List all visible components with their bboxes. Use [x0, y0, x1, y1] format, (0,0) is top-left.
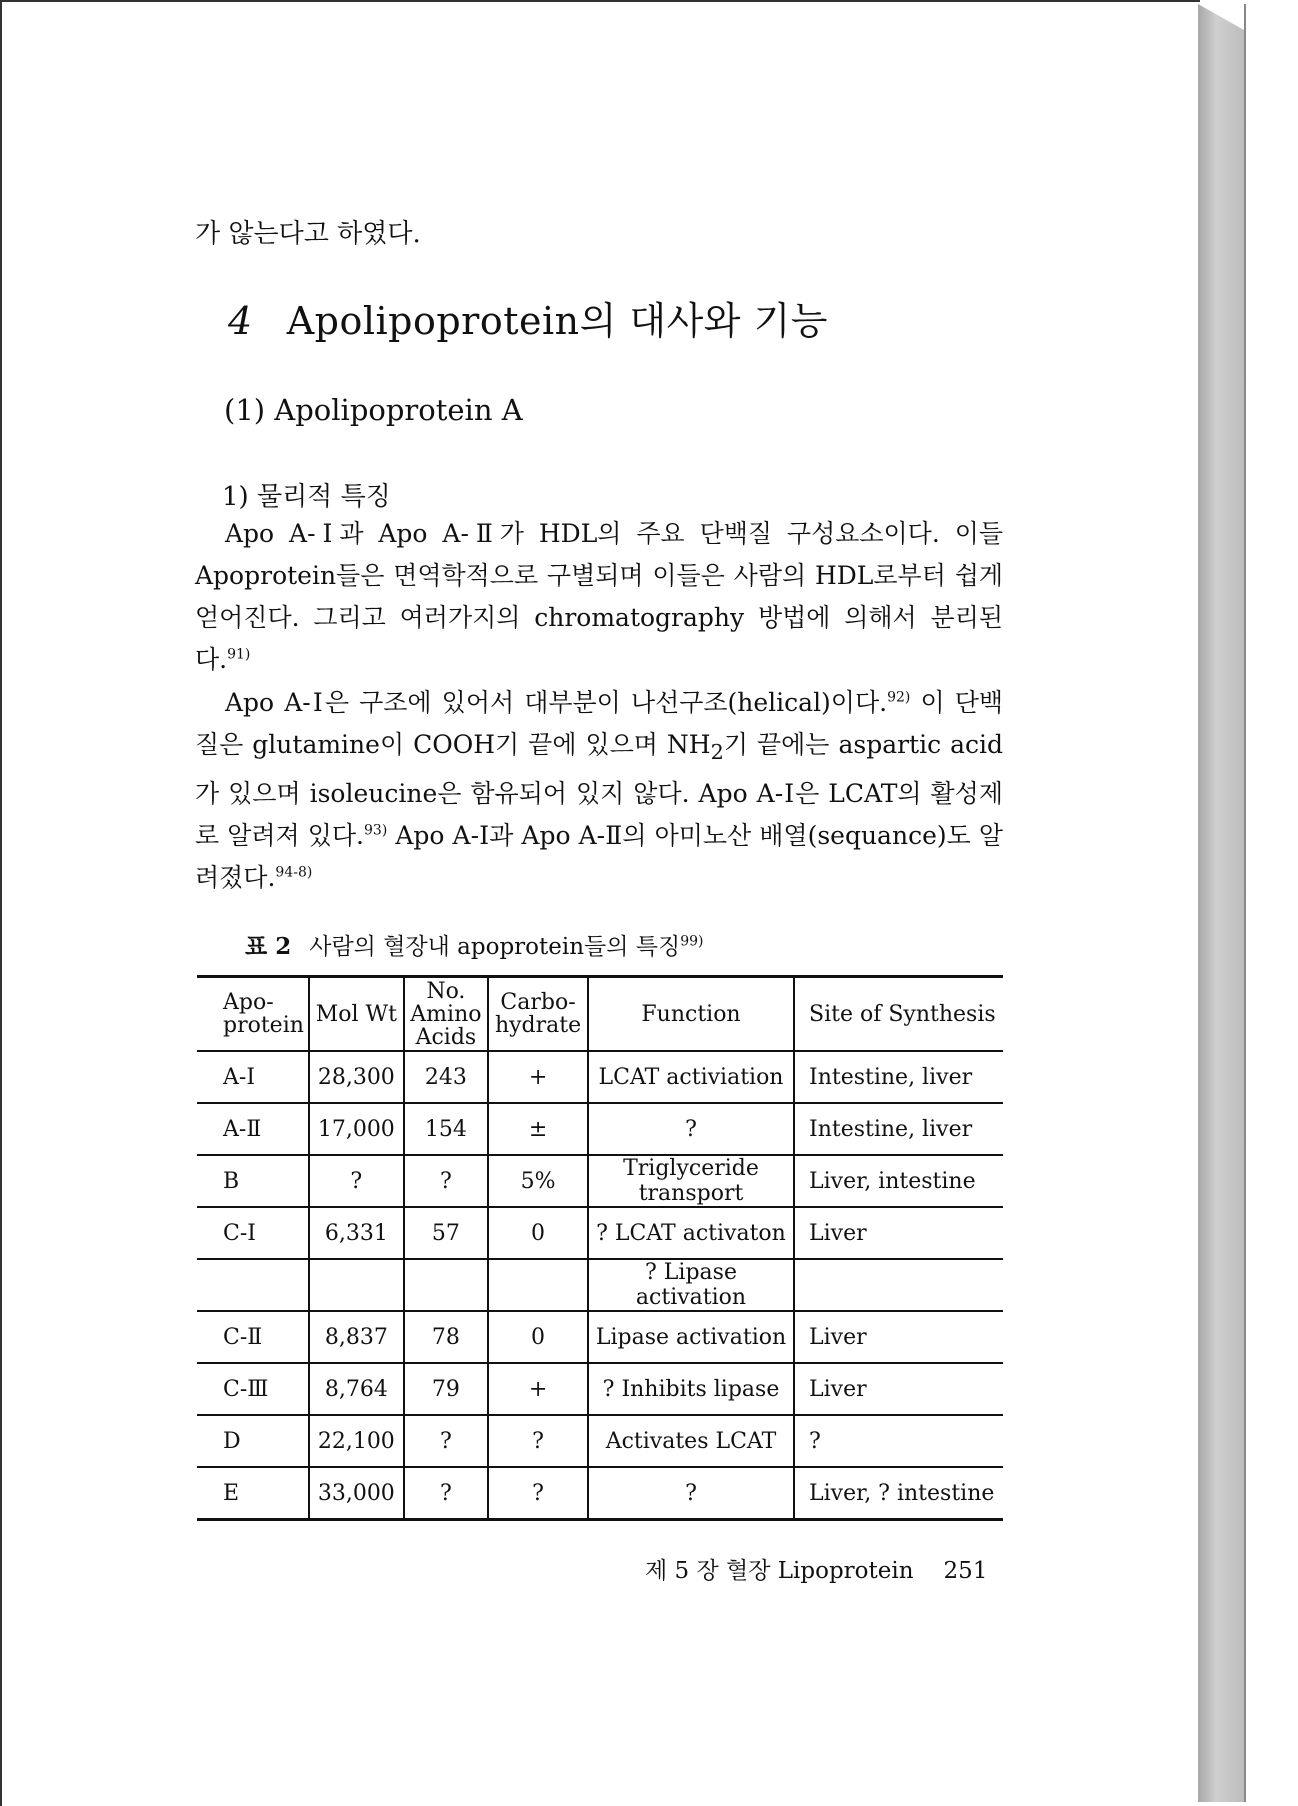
table-row	[197, 1311, 1003, 1363]
apoprotein-table	[197, 975, 1003, 1521]
table-cell-func: Activates LCAT	[588, 1415, 794, 1467]
table-cell-carbo	[488, 1259, 588, 1311]
page-footer	[645, 1552, 987, 1585]
paragraph-2-part-b2: 기 끝에는 aspartic acid가 있으며 isoleucine은 함유되어 있지 않다. Apo A-Ⅰ은 LCAT의 활성제로 알려져 있다.	[195, 730, 1003, 850]
table-cell-aa	[404, 1259, 488, 1311]
header-carbohydrate: Carbo- hydrate	[488, 977, 588, 1052]
table-cell-mw: 22,100	[309, 1415, 404, 1467]
table-cell-mw	[309, 1259, 404, 1311]
subsubsection-heading: 1) 물리적 특징	[222, 482, 391, 512]
paragraph-2-part-b1: 이 단백질은 glutamine이 COOH기 끝에 있으며 NH	[195, 688, 1003, 759]
table-cell-aa: 79	[404, 1363, 488, 1415]
table-cell-apo: A-Ⅰ	[197, 1051, 309, 1103]
table-cell-carbo: ±	[488, 1103, 588, 1155]
table-cell-aa: 243	[404, 1051, 488, 1103]
chapter-running-title: 제 5 장 혈장 Lipoprotein	[645, 1558, 914, 1584]
table-row	[197, 1051, 1003, 1103]
table-cell-mw: 8,764	[309, 1363, 404, 1415]
paragraph-1-text: Apo A-Ⅰ과 Apo A-Ⅱ가 HDL의 주요 단백질 구성요소이다. 이들 Apoprotein들은 면역학적으로 구별되며 이들은 사람의 HDL로부터 쉽게 얻어진다. 그리고 여러가지의 chromatography 방법에 의해서 분리된다.	[195, 519, 1003, 674]
table-header-row	[197, 977, 1003, 1052]
paragraph-1	[195, 513, 1003, 681]
table-cell-aa: ?	[404, 1415, 488, 1467]
table-row	[197, 1467, 1003, 1520]
table-cell-carbo: +	[488, 1051, 588, 1103]
reference-marker: 91)	[227, 646, 251, 663]
table-cell-site: Intestine, liver	[794, 1051, 1003, 1103]
table-cell-mw: 6,331	[309, 1207, 404, 1259]
table-cell-site: Intestine, liver	[794, 1103, 1003, 1155]
table-row	[197, 1155, 1003, 1207]
table-cell-apo: C-Ⅰ	[197, 1207, 309, 1259]
table-cell-apo: C-Ⅱ	[197, 1311, 309, 1363]
table-cell-aa: ?	[404, 1467, 488, 1520]
subscript-2: 2	[710, 740, 724, 764]
table-cell-mw: 28,300	[309, 1051, 404, 1103]
table-cell-apo: E	[197, 1467, 309, 1520]
paragraph-2-part-c: Apo A-Ⅰ과 Apo A-Ⅱ의 아미노산 배열(sequance)도 알려졌다.	[195, 821, 1003, 892]
table-cell-mw: ?	[309, 1155, 404, 1207]
reference-marker: 92)	[887, 689, 911, 706]
table-cell-carbo: ?	[488, 1415, 588, 1467]
table-cell-carbo: +	[488, 1363, 588, 1415]
table-row	[197, 1207, 1003, 1259]
table-cell-mw: 8,837	[309, 1311, 404, 1363]
table-caption	[245, 928, 704, 961]
header-amino-acids: No. Amino Acids	[404, 977, 488, 1052]
table-cell-func: ?	[588, 1467, 794, 1520]
section-number: 4	[228, 299, 253, 343]
header-function: Function	[588, 977, 794, 1052]
header-apoprotein: Apo- protein	[197, 977, 309, 1052]
table-row	[197, 1363, 1003, 1415]
table-cell-aa: 78	[404, 1311, 488, 1363]
table-row	[197, 1103, 1003, 1155]
continuation-text: 가 않는다고 하였다.	[195, 219, 421, 249]
table-cell-apo: B	[197, 1155, 309, 1207]
paragraph-2-part-a: Apo A-Ⅰ은 구조에 있어서 대부분이 나선구조(helical)이다.	[225, 688, 888, 717]
table-cell-aa: ?	[404, 1155, 488, 1207]
table-number: 표 2	[245, 933, 292, 960]
table-body	[197, 1051, 1003, 1520]
page-number: 251	[943, 1558, 988, 1584]
page-edge-shadow	[1198, 4, 1244, 1802]
table-cell-site: Liver	[794, 1363, 1003, 1415]
table-cell-func: LCAT activiation	[588, 1051, 794, 1103]
table-cell-func: ? LCAT activaton	[588, 1207, 794, 1259]
table-cell-apo: A-Ⅱ	[197, 1103, 309, 1155]
table-cell-apo: C-Ⅲ	[197, 1363, 309, 1415]
table-cell-mw: 17,000	[309, 1103, 404, 1155]
section-title: Apolipoprotein의 대사와 기능	[286, 299, 829, 343]
table-cell-carbo: 5%	[488, 1155, 588, 1207]
paragraph-2	[195, 682, 1003, 899]
table-cell-apo: D	[197, 1415, 309, 1467]
table-cell-carbo: ?	[488, 1467, 588, 1520]
table-cell-aa: 57	[404, 1207, 488, 1259]
table-cell-carbo: 0	[488, 1311, 588, 1363]
table-cell-site: Liver, intestine	[794, 1155, 1003, 1207]
table-cell-mw: 33,000	[309, 1467, 404, 1520]
reference-marker: 99)	[680, 933, 704, 950]
table-cell-func: ? Lipase activation	[588, 1259, 794, 1311]
table-row	[197, 1259, 1003, 1311]
header-mol-wt: Mol Wt	[309, 977, 404, 1052]
table-cell-site: Liver	[794, 1207, 1003, 1259]
table-cell-site: Liver	[794, 1311, 1003, 1363]
table-cell-carbo: 0	[488, 1207, 588, 1259]
table-row	[197, 1415, 1003, 1467]
table-cell-func: Lipase activation	[588, 1311, 794, 1363]
table-cell-site: ?	[794, 1415, 1003, 1467]
table-cell-site: Liver, ? intestine	[794, 1467, 1003, 1520]
header-site: Site of Synthesis	[794, 977, 1003, 1052]
table-cell-func: Triglyceride transport	[588, 1155, 794, 1207]
table-cell-site	[794, 1259, 1003, 1311]
table-caption-text: 사람의 혈장내 apoprotein들의 특징	[309, 934, 681, 960]
reference-marker: 93)	[364, 822, 388, 839]
subsection-heading: (1) Apolipoprotein A	[224, 393, 523, 427]
page-edge-line	[1244, 4, 1246, 1802]
table-cell-func: ?	[588, 1103, 794, 1155]
table-cell-apo	[197, 1259, 309, 1311]
table-cell-func: ? Inhibits lipase	[588, 1363, 794, 1415]
reference-marker: 94-8)	[275, 864, 313, 881]
table-cell-aa: 154	[404, 1103, 488, 1155]
section-heading	[228, 290, 828, 345]
